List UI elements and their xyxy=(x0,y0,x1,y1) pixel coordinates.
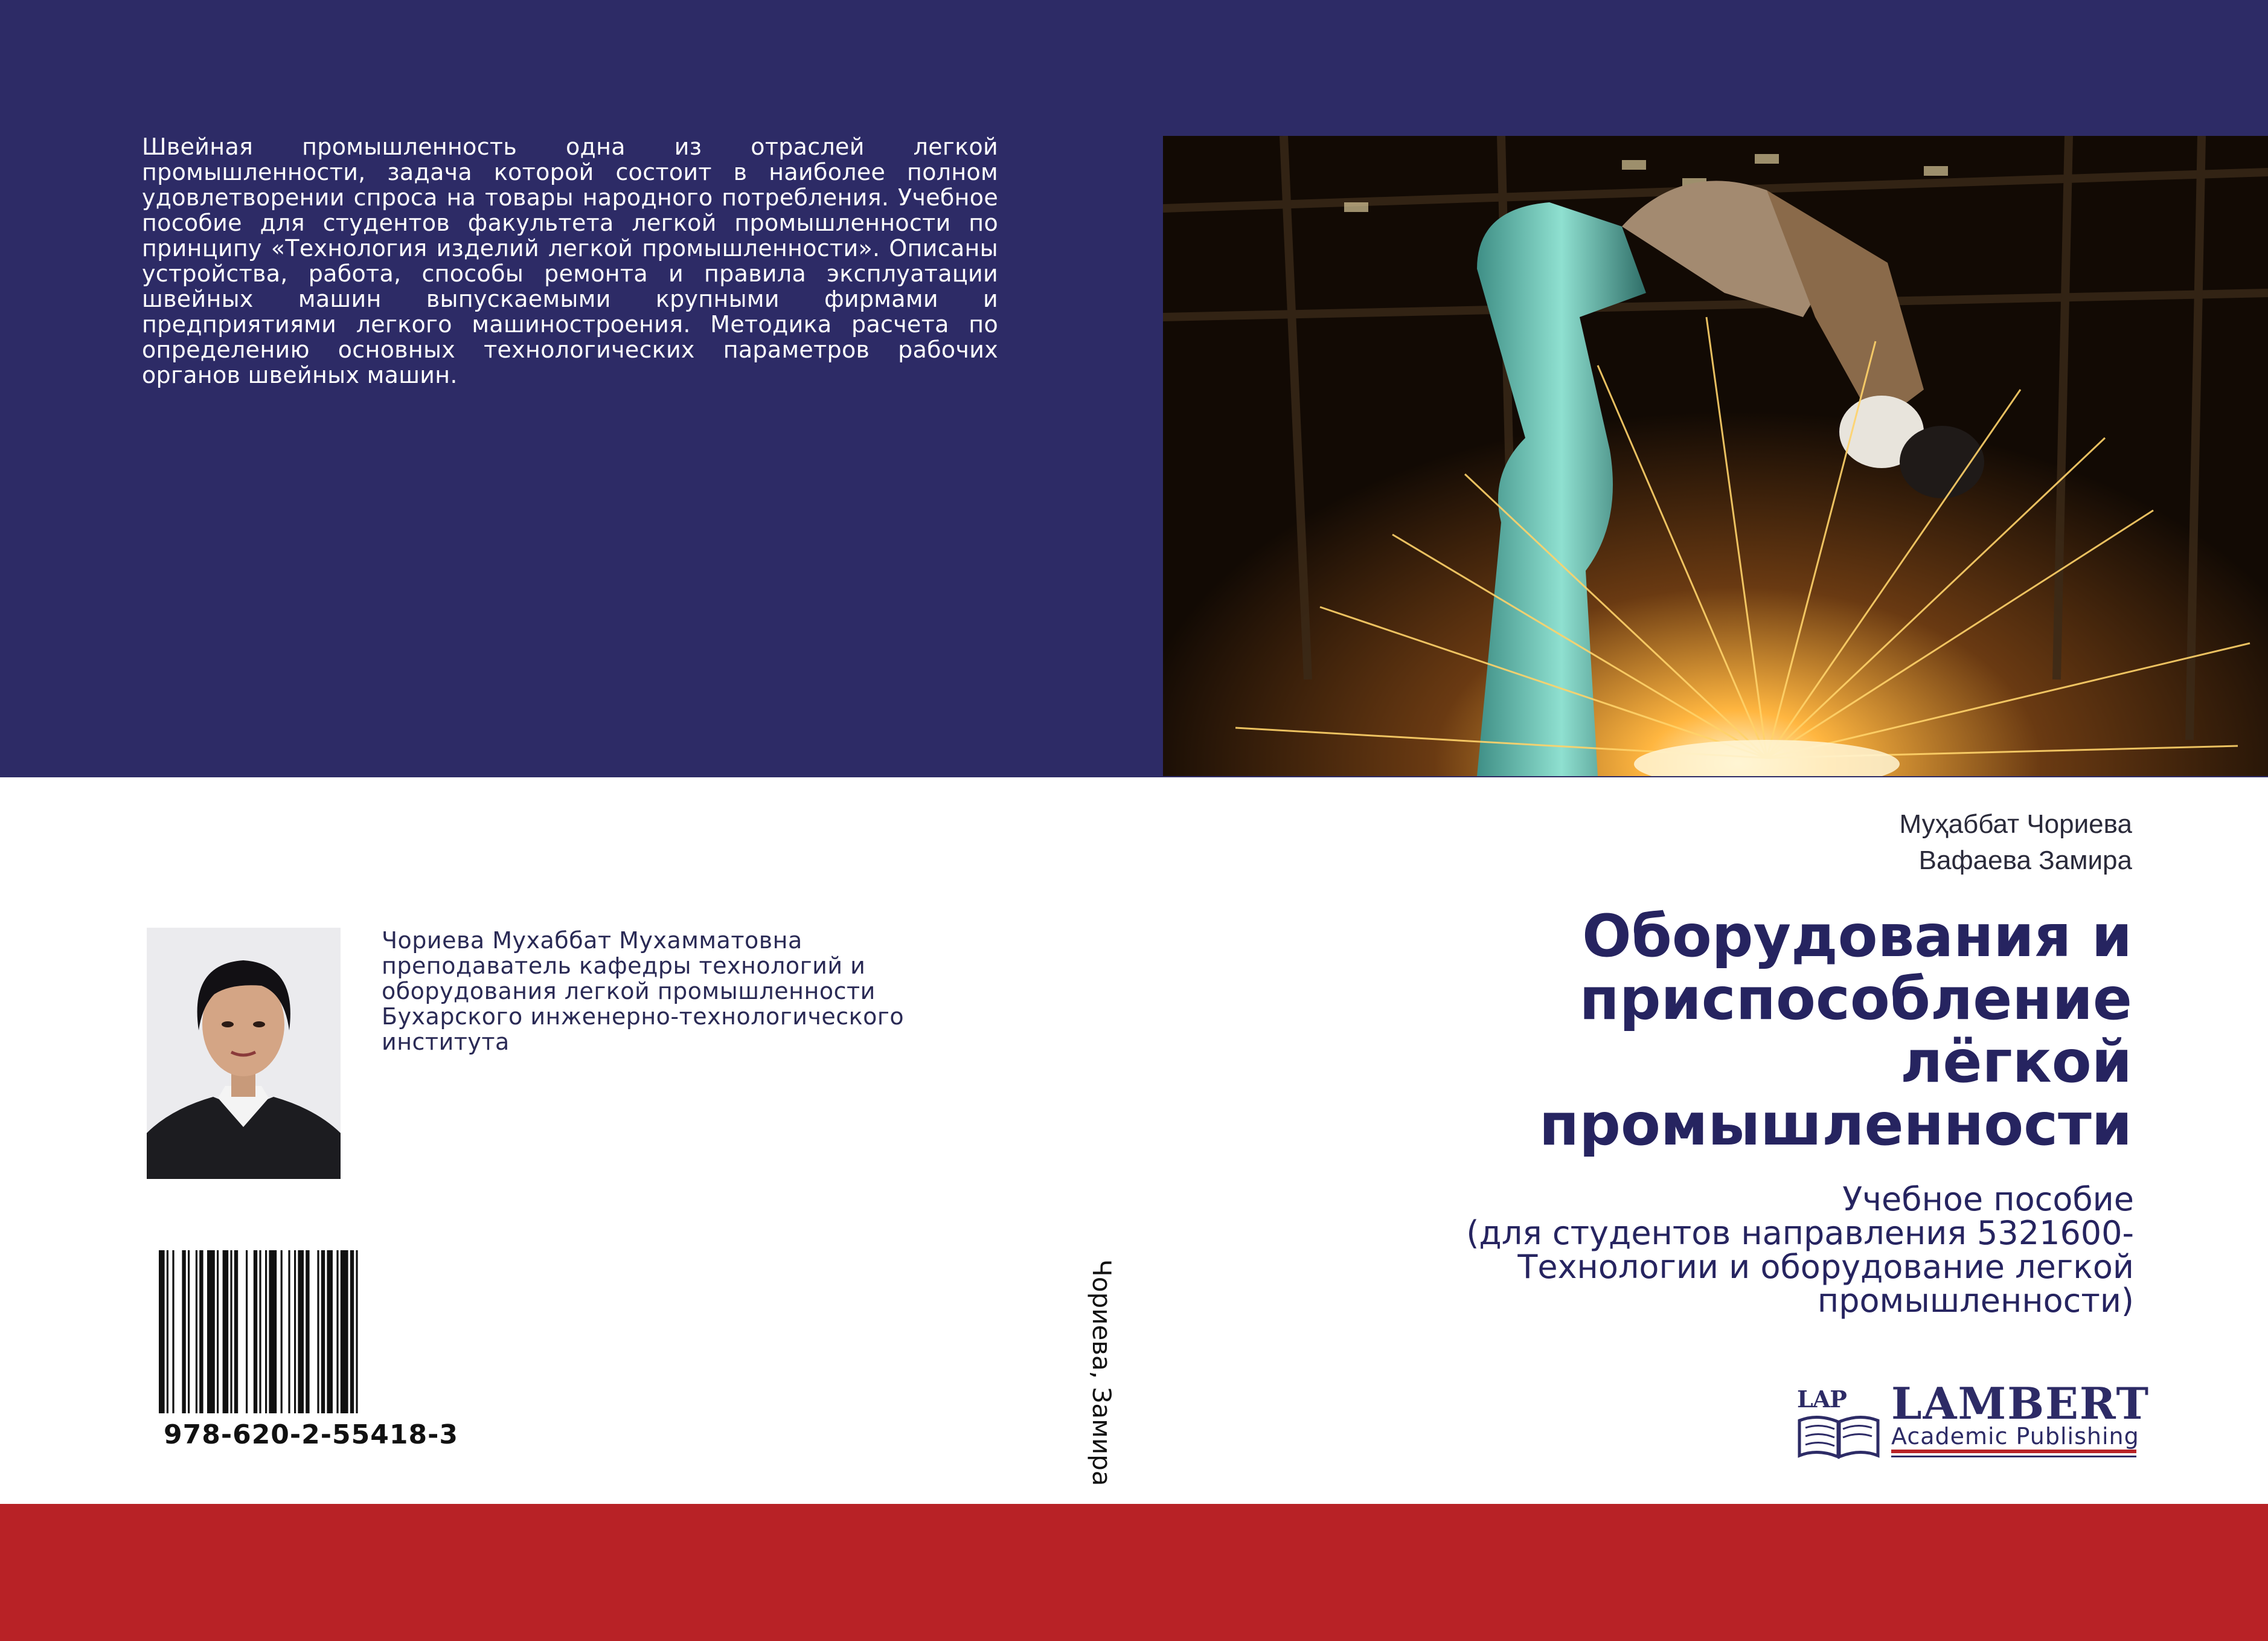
barcode-bar xyxy=(288,1250,290,1413)
welding-robot-photo xyxy=(1163,136,2268,776)
author-portrait xyxy=(147,928,341,1179)
bottom-red-band xyxy=(0,1504,2268,1641)
subtitle-line: (для студентов направления 5321600- xyxy=(1466,1214,2134,1252)
back-cover-blurb: Швейная промышленность одна из отраслей легкой промышленности, задача которой состоит в наиболее полном удовлетворении спроса на товары народного потребления. Учебное пособие для студентов факультета легкой промышленности по принципу «Технология изделий легкой промышленности». Описаны устройства, работа, способы ремонта и правила эксплуатации швейных машин выпускаемыми крупными фирмами и предприятиями легкого машиностроения. Методика расчета по определению основных технологических параметров рабочих органов швейных машин. xyxy=(142,133,998,388)
book-title xyxy=(1226,902,2132,1158)
lap-mark: LAP xyxy=(1797,1386,1847,1413)
barcode-bar xyxy=(294,1250,296,1413)
barcode-bar xyxy=(356,1250,357,1413)
author-name-1: Муҳаббат Чориева xyxy=(1899,809,2132,839)
barcode-bar xyxy=(172,1250,174,1413)
barcode-bar xyxy=(199,1250,203,1413)
barcode-bar xyxy=(350,1250,354,1413)
barcode-bar xyxy=(223,1250,229,1413)
barcode-bar xyxy=(259,1250,261,1413)
publisher-name: LAMBERT xyxy=(1891,1378,2150,1429)
subtitle-line: Технологии и оборудование легкой xyxy=(1517,1248,2134,1286)
barcode-bar xyxy=(246,1250,248,1413)
isbn-number: 978-620-2-55418-3 xyxy=(163,1419,459,1450)
barcode-bar xyxy=(188,1250,190,1413)
barcode-bar xyxy=(327,1250,333,1413)
barcode-bar xyxy=(159,1250,165,1413)
barcode-bar xyxy=(306,1250,309,1413)
barcode-bar xyxy=(196,1250,197,1413)
barcode-bar xyxy=(217,1250,219,1413)
isbn-barcode xyxy=(154,1250,468,1419)
subtitle-line: промышленности) xyxy=(1817,1282,2134,1320)
spine-text: Чориева, Замира xyxy=(1087,1259,1116,1486)
barcode-bar xyxy=(207,1250,215,1413)
title-line: промышленности xyxy=(1539,1091,2132,1158)
book-icon xyxy=(1793,1408,1884,1463)
publisher-logo xyxy=(1793,1378,2150,1463)
barcode-bar xyxy=(230,1250,232,1413)
barcode-bar xyxy=(265,1250,267,1413)
book-subtitle xyxy=(1409,1180,2134,1320)
title-line: Оборудования и xyxy=(1582,902,2132,970)
logo-rule xyxy=(1891,1450,2136,1453)
barcode-bar xyxy=(317,1250,319,1413)
barcode-bar xyxy=(269,1250,277,1413)
barcode-bar xyxy=(234,1250,238,1413)
barcode-bar xyxy=(182,1250,185,1413)
logo-rule xyxy=(1891,1456,2136,1457)
subtitle-line: Учебное пособие xyxy=(1842,1180,2134,1218)
title-line: лёгкой xyxy=(1900,1028,2132,1096)
title-line: приспособление xyxy=(1579,965,2132,1033)
author-bio: Чориева Мухаббат Мухамматовна преподаватель кафедры технологий и оборудования легкой промышленности Бухарского инженерно-технологического института xyxy=(382,927,905,1055)
barcode-bar xyxy=(336,1250,338,1413)
barcode-bar xyxy=(321,1250,325,1413)
barcode-bar xyxy=(167,1250,168,1413)
barcode-bar xyxy=(341,1250,348,1413)
barcode-bar xyxy=(254,1250,257,1413)
author-name-2: Вафаева Замира xyxy=(1918,846,2132,875)
barcode-bar xyxy=(298,1250,304,1413)
publisher-tagline: Academic Publishing xyxy=(1891,1423,2139,1450)
barcode-bar xyxy=(281,1250,283,1413)
